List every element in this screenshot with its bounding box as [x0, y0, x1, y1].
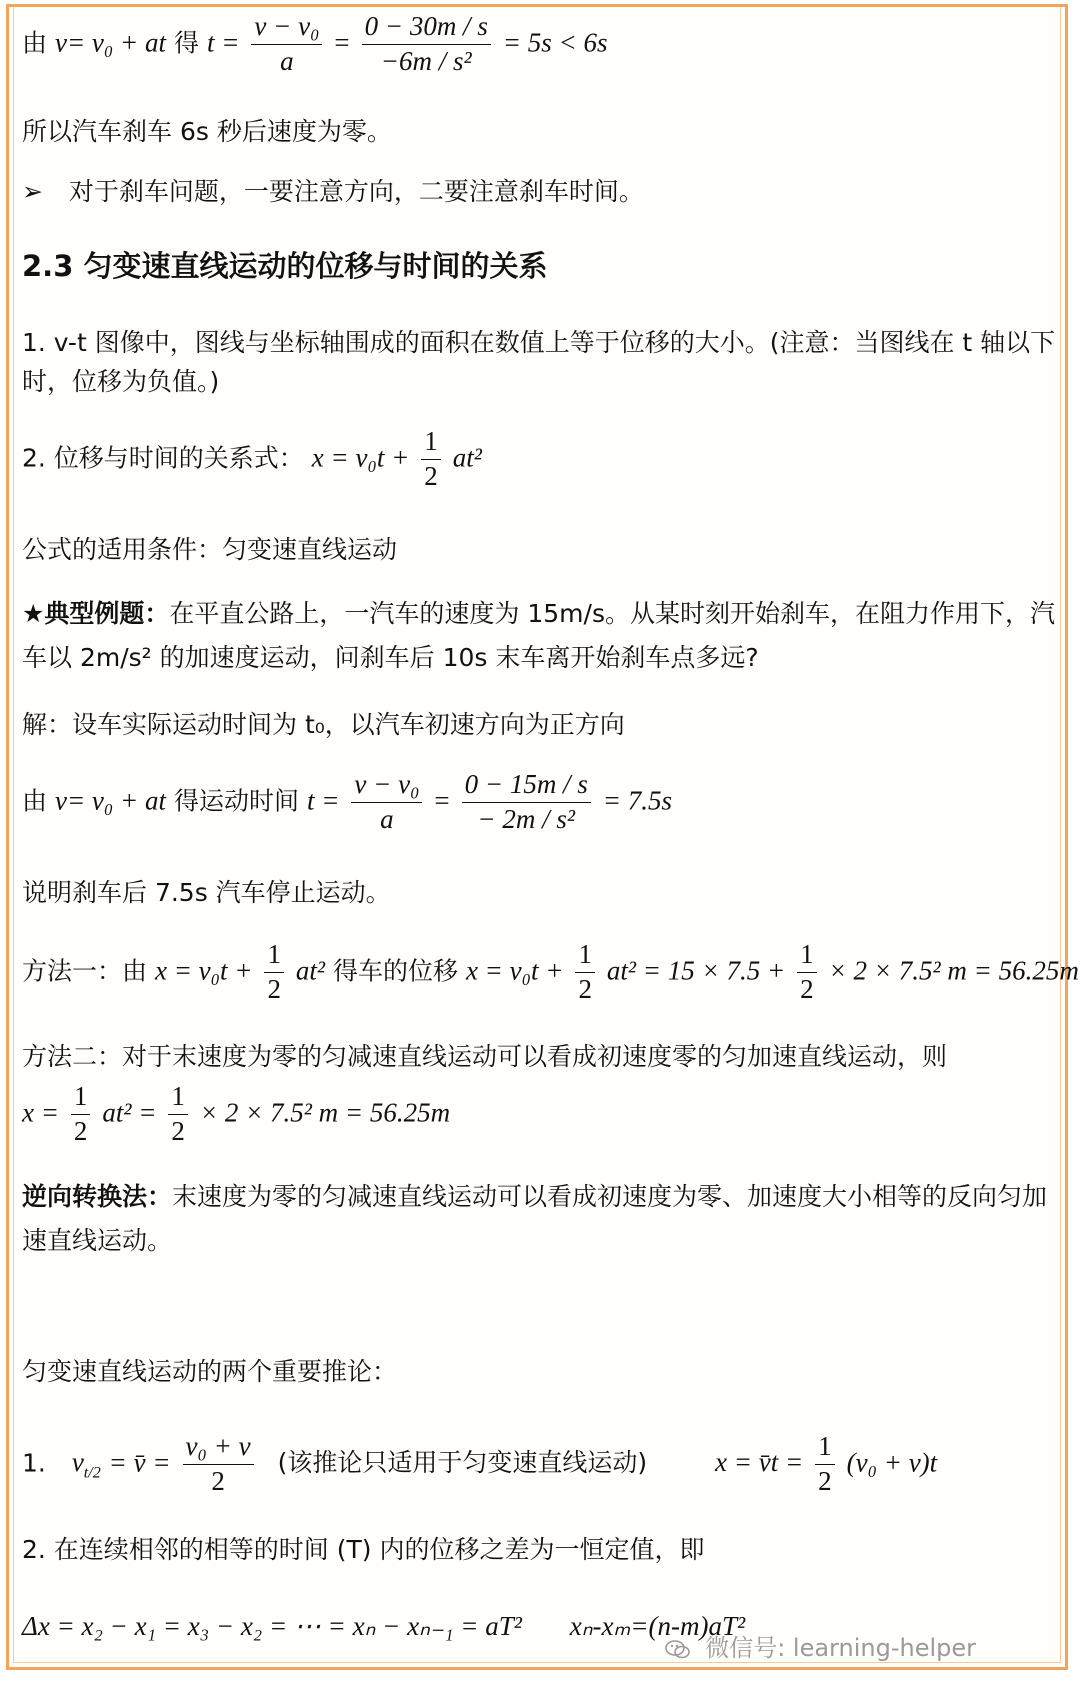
- formula: x =: [22, 1097, 59, 1128]
- paragraph: 解：设车实际运动时间为 t₀，以汽车初速方向为正方向: [22, 710, 625, 739]
- formula: x = v₀t +: [154, 955, 253, 986]
- formula: at²: [452, 442, 482, 473]
- text: 对于刹车问题，一要注意方向，二要注意刹车时间。: [68, 177, 644, 206]
- watermark: [664, 1628, 976, 1663]
- reverse-paragraph: [22, 1175, 1068, 1263]
- fraction: $\frac{1}{2}$: [575, 938, 595, 1007]
- fraction: $\frac{1}{2}$: [797, 938, 817, 1007]
- formula: × 2 × 7.5² m = 56.25m: [199, 1097, 451, 1128]
- formula: at²: [295, 955, 326, 986]
- formula-line: 由 v= v₀ + at 得运动时间 t = $\frac{\text{v − v₀}}{a}$ = $\frac{0 - 15m / s}{\text{− 2m / s²}}$ = 7.5s: [22, 768, 1068, 837]
- paragraph: 1. v-t 图像中，图线与坐标轴围成的面积在数值上等于位移的大小。(注意：当图线在 t 轴以下时，位移为负值。): [22, 328, 1056, 396]
- formula: x = v₀t +: [311, 442, 410, 473]
- text: 在平直公路上，一汽车的速度为 15m/s。从某时刻开始刹车，在阻力作用下，汽车以 2m/s² 的加速度运动，问刹车后 10s 末车离开始刹车点多远?: [22, 599, 1055, 672]
- paragraph: 2. 在连续相邻的相等的时间 (T) 内的位移之差为一恒定值，即: [22, 1535, 705, 1564]
- fraction: $\frac{\text{v₀ + v}}{2}$: [183, 1430, 254, 1499]
- fraction: $\frac{1}{2}$: [71, 1080, 91, 1149]
- formula-line: [22, 938, 1079, 1007]
- formula: t =: [206, 27, 240, 58]
- formula-line: [22, 1430, 1068, 1499]
- formula: v= v₀ + at: [54, 785, 167, 816]
- label: 逆向转换法：: [22, 1182, 173, 1211]
- paragraph: 方法二：对于末速度为零的匀减速直线运动可以看成初速度零的匀加速直线运动，则: [22, 1042, 948, 1071]
- fraction: $\frac{0 - 30m / s}{\text{−6m / s²}}$: [362, 10, 491, 79]
- watermark-text: 微信号: learning-helper: [705, 1634, 976, 1662]
- section-heading: 2.3 匀变速直线运动的位移与时间的关系: [22, 249, 548, 283]
- fraction: $\frac{1}{2}$: [168, 1080, 188, 1149]
- formula: at² = 15 × 7.5 +: [606, 955, 786, 986]
- text: 由: [22, 28, 48, 58]
- paragraph: 匀变速直线运动的两个重要推论：: [22, 1357, 398, 1386]
- formula: (v₀ + v)t: [846, 1447, 938, 1478]
- text: 得: [173, 28, 199, 58]
- fraction: $\frac{1}{2}$: [421, 425, 441, 494]
- text: 1.: [22, 1448, 46, 1478]
- fraction: $\frac{1}{2}$: [264, 938, 284, 1007]
- fraction: $\frac{\text{v − v₀}}{a}$: [251, 10, 322, 79]
- formula: t =: [306, 785, 340, 816]
- formula: at² =: [102, 1097, 157, 1128]
- text: 方法一：由: [22, 956, 148, 986]
- example-paragraph: [22, 592, 1068, 680]
- formula: = 5s < 6s: [502, 27, 608, 58]
- formula: xₙ-xₘ=(n-m)aT²: [569, 1611, 746, 1641]
- formula: = v̄ =: [108, 1447, 171, 1478]
- paragraph: 所以汽车刹车 6s 秒后速度为零。: [22, 117, 392, 146]
- fraction: $\frac{1}{2}$: [815, 1430, 835, 1499]
- formula: x = v̄t =: [715, 1447, 804, 1478]
- text: 2. 位移与时间的关系式：: [22, 443, 304, 473]
- fraction: $\frac{\text{v − v₀}}{a}$: [351, 768, 422, 837]
- wechat-icon: [664, 1638, 692, 1660]
- text: 末速度为零的匀减速直线运动可以看成初速度为零、加速度大小相等的反向匀加速直线运动。: [22, 1182, 1048, 1255]
- formula-line: [22, 425, 1068, 494]
- paragraph: 公式的适用条件：匀变速直线运动: [22, 535, 398, 564]
- formula: v: [71, 1447, 84, 1478]
- text: 得运动时间: [173, 786, 299, 816]
- label: ★典型例题：: [22, 599, 170, 628]
- text: 得车的位移: [332, 956, 458, 986]
- bullet-line: [22, 172, 1068, 212]
- arrow-icon: ➢: [22, 177, 43, 206]
- formula-line: [22, 1080, 1068, 1149]
- formula: × 2 × 7.5² m = 56.25m: [828, 955, 1079, 986]
- text: 由: [22, 786, 48, 816]
- formula: x = v₀t +: [465, 955, 564, 986]
- subscript: t/2: [83, 1464, 101, 1482]
- formula: Δx = x₂ − x₁ = x₃ − x₂ = ⋯ = xₙ − xₙ₋₁ = aT²: [22, 1611, 522, 1641]
- fraction: $\frac{0 - 15m / s}{\text{− 2m / s²}}$: [462, 768, 591, 837]
- note: (该推论只适用于匀变速直线运动): [277, 1448, 648, 1478]
- paragraph: 说明刹车后 7.5s 汽车停止运动。: [22, 878, 391, 907]
- formula-line-1: 由 v= v₀ + at 得 t = $\frac{\text{v − v₀}}{a}$ = $\frac{0 - 30m / s}{\text{−6m / s²}}$ = 5s < 6s: [22, 10, 1068, 79]
- formula: = 7.5s: [602, 785, 673, 816]
- formula: v= v₀ + at: [54, 27, 167, 58]
